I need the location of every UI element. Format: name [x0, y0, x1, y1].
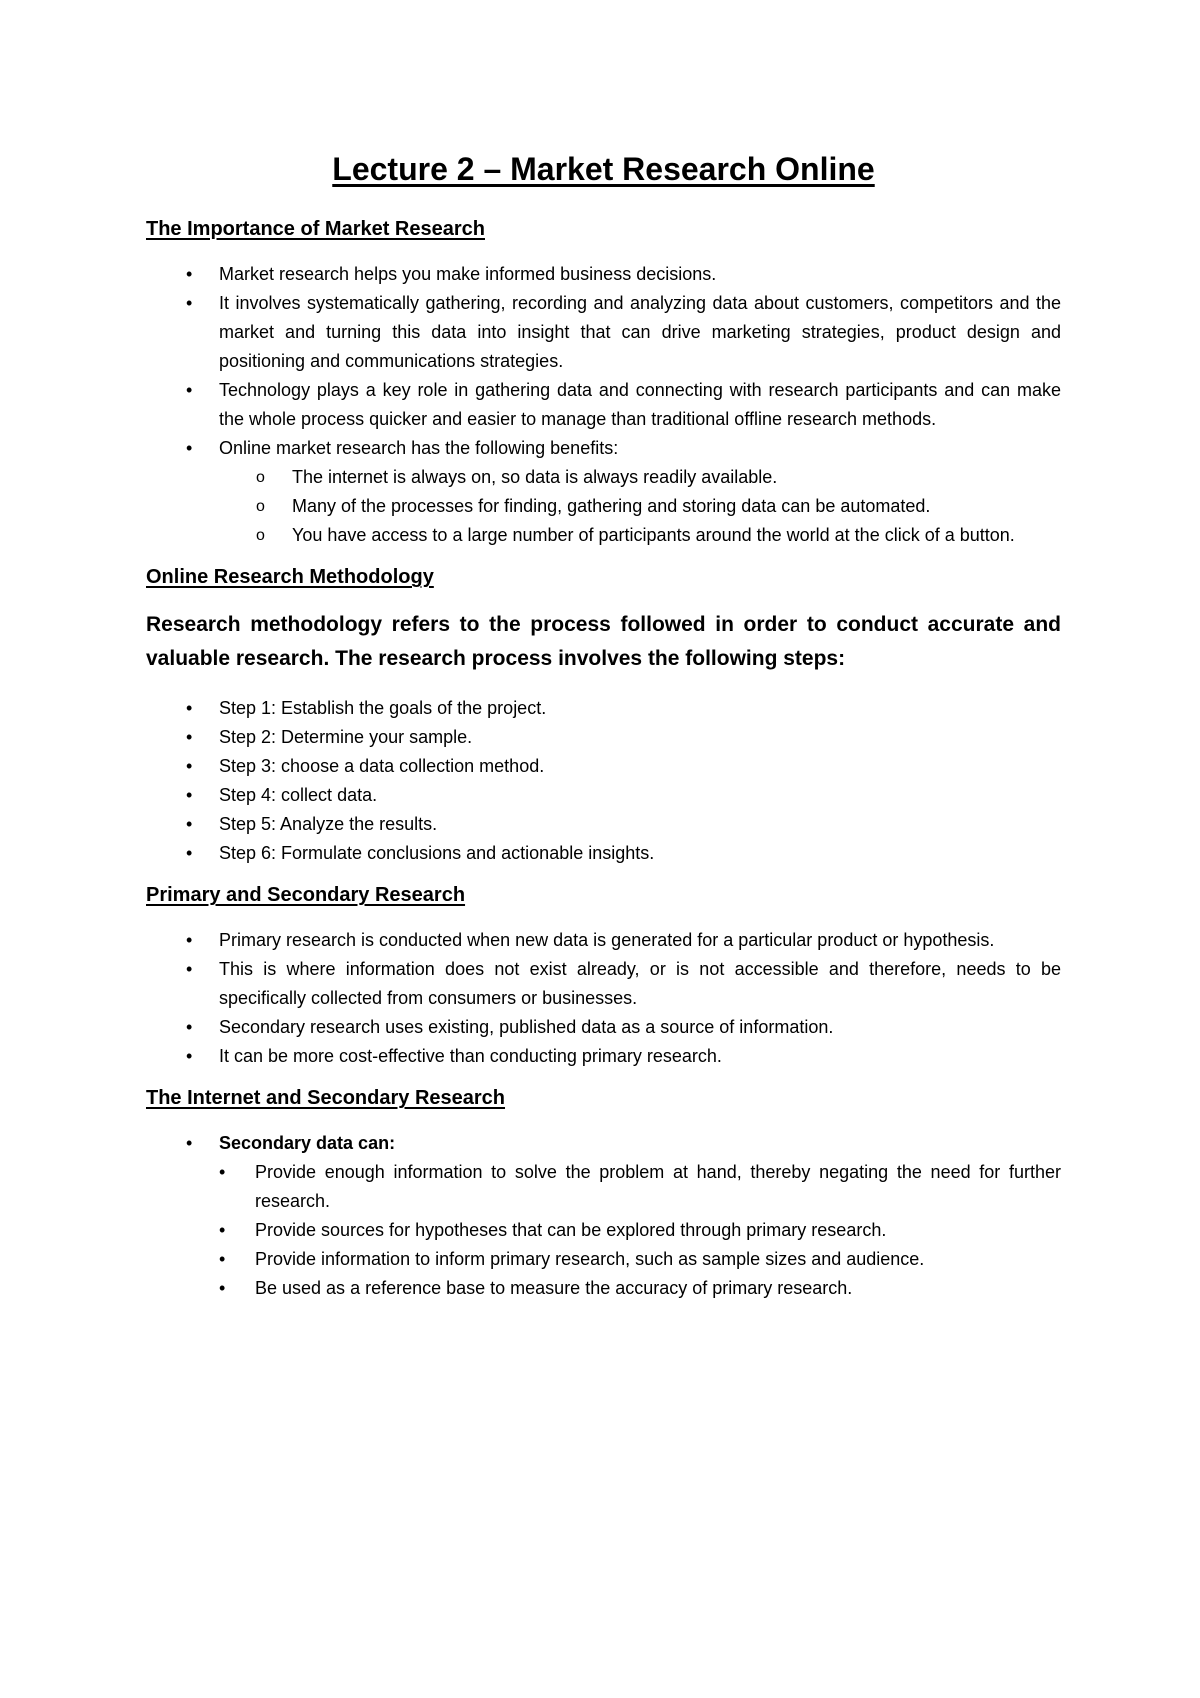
- list-item: • Primary research is conducted when new data is generated for a particular product or hypothesis.: [146, 926, 1061, 955]
- list-item: • It involves systematically gathering, recording and analyzing data about customers, competitors and the market and turning this data into insight that can drive marketing strategies, product design and positioning and communications strategies.: [146, 289, 1061, 376]
- section-importance: [146, 216, 1061, 550]
- section-methodology: [146, 564, 1061, 868]
- list-item: • Secondary research uses existing, published data as a source of information.: [146, 1013, 1061, 1042]
- section-heading: Online Research Methodology: [146, 566, 434, 589]
- sub-list-item: o Many of the processes for finding, gathering and storing data can be automated.: [146, 492, 1061, 521]
- list-item: • Technology plays a key role in gathering data and connecting with research participants and can make the whole process quicker and easier to manage than traditional offline research methods.: [146, 376, 1061, 434]
- bullet-icon: •: [186, 698, 193, 719]
- steps-list: [146, 694, 1061, 868]
- list-item: • It can be more cost-effective than conducting primary research.: [146, 1042, 1061, 1071]
- bullet-icon: •: [186, 843, 193, 864]
- bullet-icon: •: [186, 293, 193, 314]
- section-internet-secondary: [146, 1085, 1061, 1303]
- list-item: • Market research helps you make informed business decisions.: [146, 260, 1061, 289]
- document-page: [146, 150, 1061, 1303]
- section-primary-secondary: [146, 882, 1061, 1071]
- bullet-icon: •: [186, 438, 193, 459]
- bullet-icon: •: [219, 1220, 226, 1241]
- bullet-icon: •: [186, 727, 193, 748]
- sub-list-item: o The internet is always on, so data is always readily available.: [146, 463, 1061, 492]
- circle-bullet-icon: o: [256, 527, 265, 545]
- sub-list-item: o You have access to a large number of participants around the world at the click of a button.: [146, 521, 1061, 550]
- bullet-icon: •: [219, 1278, 226, 1299]
- bullet-icon: •: [186, 1046, 193, 1067]
- circle-bullet-icon: o: [256, 498, 265, 516]
- bullet-list: [146, 926, 1061, 1071]
- bullet-icon: •: [186, 785, 193, 806]
- sub-list-item: • Provide sources for hypotheses that can be explored through primary research.: [146, 1216, 1061, 1245]
- list-item: • Step 3: choose a data collection method.: [146, 752, 1061, 781]
- list-item: • Secondary data can: • Provide enough information to solve the problem at hand, thereby negating the need for further research. • Provide sources for hypotheses that can be explored through primary research. • Provide information to inform primary research, such as sample sizes and audience. • Be used as a reference base to measure the accuracy of primary research.: [146, 1129, 1061, 1303]
- methodology-intro: Research methodology refers to the process followed in order to conduct accurate and valuable research. The research process involves the following steps:: [146, 613, 1061, 671]
- list-item: • This is where information does not exist already, or is not accessible and therefore, needs to be specifically collected from consumers or businesses.: [146, 955, 1061, 1013]
- circle-bullet-icon: o: [256, 469, 265, 487]
- list-item: • Step 2: Determine your sample.: [146, 723, 1061, 752]
- section-heading: The Internet and Secondary Research: [146, 1087, 506, 1110]
- bullet-list: [146, 1129, 1061, 1303]
- section-heading: The Importance of Market Research: [146, 218, 485, 241]
- bullet-icon: •: [219, 1162, 226, 1183]
- list-item: • Step 5: Analyze the results.: [146, 810, 1061, 839]
- bullet-icon: •: [186, 959, 193, 980]
- sub-bullet-list: [219, 463, 1061, 550]
- bullet-icon: •: [186, 380, 193, 401]
- sub-list-item: • Provide enough information to solve the problem at hand, thereby negating the need for further research.: [146, 1158, 1061, 1216]
- list-item: • Online market research has the following benefits: o The internet is always on, so data is always readily available. o Many of the processes for finding, gathering and storing data can be automated. o You have access to a large number of participants around the world at the click of a button.: [146, 434, 1061, 550]
- list-item: • Step 6: Formulate conclusions and actionable insights.: [146, 839, 1061, 868]
- bullet-icon: •: [186, 1017, 193, 1038]
- sub-bullet-list: [219, 1158, 1061, 1303]
- bullet-icon: •: [186, 264, 193, 285]
- bullet-icon: •: [186, 1133, 193, 1154]
- sub-list-item: • Provide information to inform primary research, such as sample sizes and audience.: [146, 1245, 1061, 1274]
- bullet-icon: •: [186, 814, 193, 835]
- sub-list-item: • Be used as a reference base to measure the accuracy of primary research.: [146, 1274, 1061, 1303]
- section-heading: Primary and Secondary Research: [146, 884, 466, 907]
- bullet-icon: •: [186, 756, 193, 777]
- bullet-icon: •: [219, 1249, 226, 1270]
- list-item: • Step 1: Establish the goals of the project.: [146, 694, 1061, 723]
- list-item: • Step 4: collect data.: [146, 781, 1061, 810]
- page-title: Lecture 2 – Market Research Online: [332, 151, 875, 187]
- bullet-list: [146, 260, 1061, 550]
- bullet-icon: •: [186, 930, 193, 951]
